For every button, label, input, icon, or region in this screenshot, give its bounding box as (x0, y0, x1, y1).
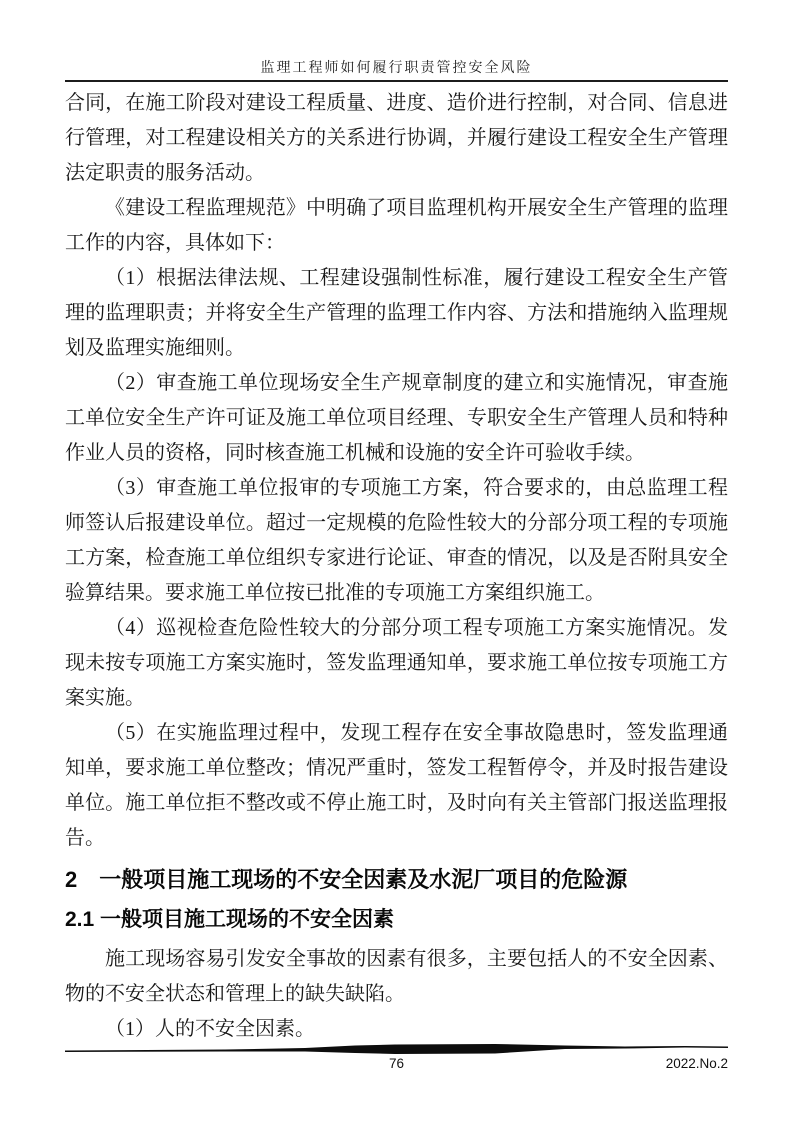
running-header-title: 监理工程师如何履行职责管控安全风险 (260, 61, 533, 76)
header-rule (65, 80, 728, 82)
paragraph: （2）审查施工单位现场安全生产规章制度的建立和实施情况，审查施工单位安全生产许可证及施工单位项目经理、专职安全生产管理人员和特种作业人员的资格，同时核查施工机械和设施的安全许可验收手续。 (65, 372, 728, 464)
paragraph-continuation: 合同，在施工阶段对建设工程质量、进度、造价进行控制，对合同、信息进行管理，对工程建设相关方的关系进行协调，并履行建设工程安全生产管理法定职责的服务活动。 (65, 92, 728, 184)
paragraph: （1）根据法律法规、工程建设强制性标准，履行建设工程安全生产管理的监理职责；并将安全生产管理的监理工作内容、方法和措施纳入监理规划及监理实施细则。 (65, 267, 728, 359)
paragraph: （4）巡视检查危险性较大的分部分项工程专项施工方案实施情况。发现未按专项施工方案实施时，签发监理通知单，要求施工单位按专项施工方案实施。 (65, 617, 728, 709)
section-heading: 2 一般项目施工现场的不安全因素及水泥厂项目的危险源 (65, 867, 628, 892)
footer (65, 1056, 728, 1076)
footer-rule (65, 1042, 728, 1056)
paragraph: （1）人的不安全因素。 (105, 1018, 315, 1040)
paragraph: 《建设工程监理规范》中明确了项目监理机构开展安全生产管理的监理工作的内容，具体如下： (65, 197, 728, 254)
running-header (65, 57, 728, 77)
paragraph: （5）在实施监理过程中，发现工程存在安全事故隐患时，签发监理通知单，要求施工单位整改；情况严重时，签发工程暂停令，并及时报告建设单位。施工单位拒不整改或不停止施工时，及时向有关主管部门报送监理报告。 (65, 722, 728, 849)
subsection-heading: 2.1 一般项目施工现场的不安全因素 (65, 908, 395, 931)
document-body (65, 86, 728, 1047)
paragraph: 施工现场容易引发安全事故的因素有很多，主要包括人的不安全因素、物的不安全状态和管理上的缺失缺陷。 (65, 948, 728, 1005)
page-number: 76 (388, 1056, 405, 1071)
issue-number: 2022.No.2 (665, 1056, 728, 1071)
paragraph: （3）审查施工单位报审的专项施工方案，符合要求的，由总监理工程师签认后报建设单位。超过一定规模的危险性较大的分部分项工程的专项施工方案，检查施工单位组织专家进行论证、审查的情况，以及是否附具安全验算结果。要求施工单位按已批准的专项施工方案组织施工。 (65, 477, 728, 604)
